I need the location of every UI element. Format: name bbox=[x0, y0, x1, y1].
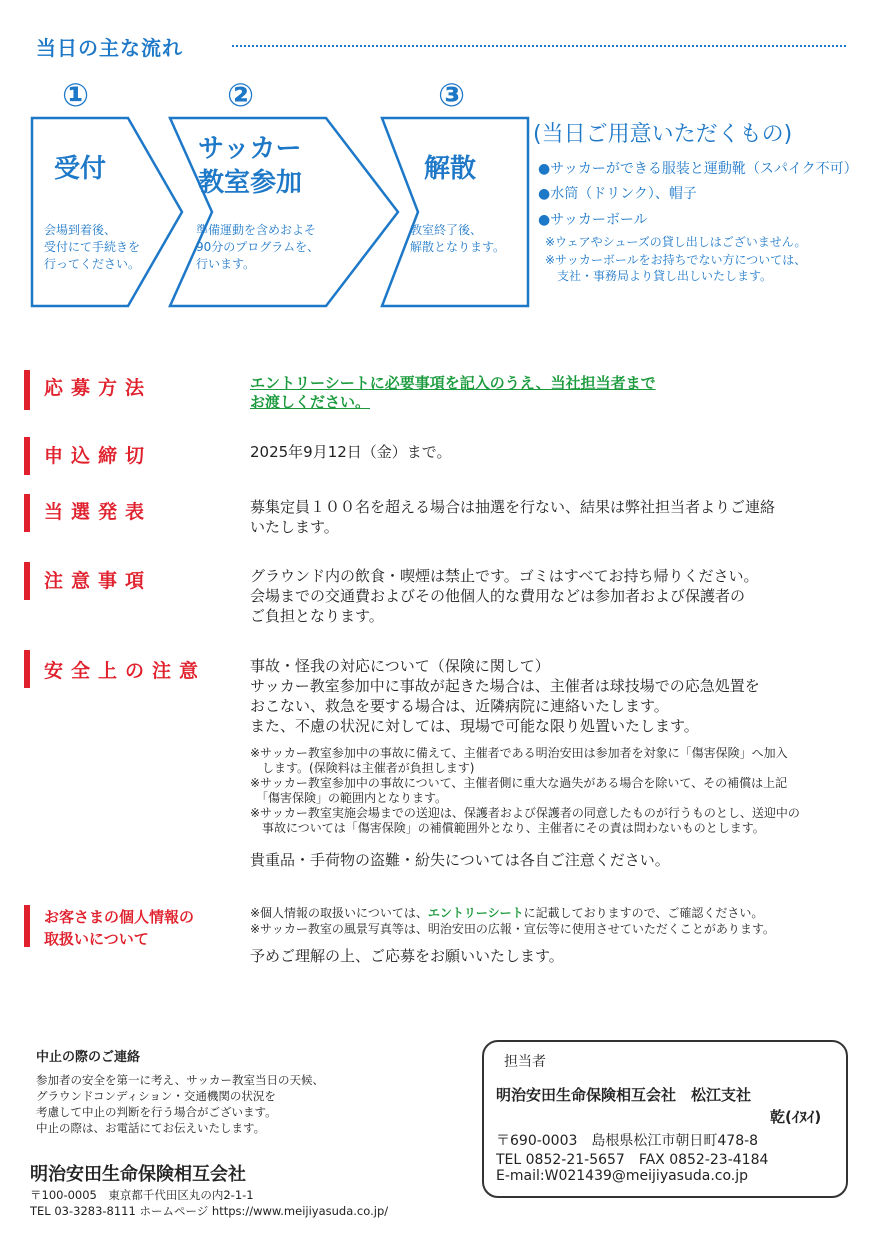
safety-label: 安全上の注意 bbox=[44, 660, 207, 682]
step-3-title: 解散 bbox=[424, 154, 477, 184]
bring-title: (当日ご用意いただくもの) bbox=[533, 122, 793, 147]
privacy-note-2: ※サッカー教室の風景写真等は、明治安田の広報・宣伝等に使用させていただくことがあります。 bbox=[250, 922, 775, 936]
bring-note: ※サッカーボールをお持ちでない方については、 bbox=[545, 253, 807, 267]
apply-label: 応募方法 bbox=[44, 377, 153, 399]
step-1-shape bbox=[32, 118, 182, 306]
caution-label: 注意事項 bbox=[44, 570, 153, 592]
contact-heading: 担当者 bbox=[504, 1054, 546, 1070]
deadline-label: 申込締切 bbox=[44, 445, 153, 467]
cancel-text: 参加者の安全を第一に考え、サッカー教室当日の天候、 グラウンドコンディション・交通機関の状況を 考慮して中止の判断を行う場合がございます。 中止の際は、お電話にてお伝えいたします。 bbox=[36, 1073, 324, 1135]
privacy-closing: 予めご理解の上、ご応募をお願いいたします。 bbox=[250, 947, 564, 965]
step-3-number: ③ bbox=[438, 76, 466, 114]
valuables-text: 貴重品・手荷物の盗難・紛失については各自ご注意ください。 bbox=[250, 851, 670, 869]
contact-address: 〒690-0003 島根県松江市朝日町478-8 bbox=[496, 1133, 759, 1149]
bring-item: ●サッカーボール bbox=[538, 212, 648, 228]
step-3-desc: 教室終了後、 解散となります。 bbox=[410, 223, 506, 254]
privacy-label: お客さまの個人情報の 取扱いについて bbox=[44, 908, 195, 948]
apply-content: エントリーシートに必要事項を記入のうえ、当社担当者まで お渡しください。 bbox=[250, 374, 656, 411]
company-address: 〒100-0005 東京都千代田区丸の内2-1-1 bbox=[30, 1188, 254, 1202]
caution-text: グラウンド内の飲食・喫煙は禁止です。ゴミはすべてお持ち帰りください。 会場までの交通費およびその他個人的な費用などは参加者および保護者の ご負担となります。 bbox=[250, 567, 759, 625]
step-1-desc: 会場到着後、 受付にて手続きを 行ってください。 bbox=[44, 223, 141, 271]
company-tel-web: TEL 03-3283-8111 ホームページ https://www.meijiyasuda.co.jp/ bbox=[30, 1204, 389, 1218]
bring-note: 支社・事務局より貸し出しいたします。 bbox=[545, 269, 773, 283]
contact-phone: TEL 0852-21-5657 FAX 0852-23-4184 bbox=[496, 1152, 769, 1168]
entry-sheet-link[interactable]: エントリーシートに必要事項を記入のうえ、当社担当者まで bbox=[250, 374, 656, 392]
step-3-shape bbox=[382, 118, 528, 306]
row-marker bbox=[24, 650, 30, 688]
cancel-title: 中止の際のご連絡 bbox=[36, 1050, 141, 1065]
bring-item: ●水筒（ドリンク）、帽子 bbox=[538, 186, 697, 202]
bring-note: ※ウェアやシューズの貸し出しはございません。 bbox=[545, 235, 807, 249]
safety-notes: ※サッカー教室参加中の事故に備えて、主催者である明治安田は参加者を対象に「傷害保険」へ加入 します。(保険料は主催者が負担します) ※サッカー教室参加中の事故について、主催者側に重大な過失がある場合を除いて、その補償は上記 「傷害保険」の範囲内となります。 ※サッカー教室実施会場までの送迎は、保護者および保護者の同意したものが行うものとし、送迎中の 事故については「傷害保険」の補償範囲外となり、主催者にその責は問わないものとします。 bbox=[250, 746, 800, 835]
contact-email[interactable]: E-mail:W021439@meijiyasuda.co.jp bbox=[496, 1168, 749, 1184]
row-marker bbox=[24, 562, 30, 600]
announce-text: 募集定員１００名を超える場合は抽選を行ない、結果は弊社担当者よりご連絡 いたします。 bbox=[250, 498, 776, 536]
safety-text: 事故・怪我の対応について（保険に関して） サッカー教室参加中に事故が起きた場合は、主催者は球技場での応急処置を おこない、救急を要する場合は、近隣病院に連絡いたします。 また、不慮の状況に対しては、現場で可能な限り処置いたします。 bbox=[250, 657, 760, 735]
step-2-title: サッカー 教室参加 bbox=[198, 134, 303, 198]
step-1-title: 受付 bbox=[54, 154, 107, 184]
step-2-desc: 準備運動を含めおよそ 90分のプログラムを、 行います。 bbox=[196, 223, 320, 271]
deadline-text: 2025年9月12日（金）まで。 bbox=[250, 443, 452, 461]
step-2-number: ② bbox=[227, 76, 255, 114]
bring-item: ●サッカーができる服装と運動靴（スパイク不可） bbox=[538, 161, 858, 177]
announce-label: 当選発表 bbox=[44, 501, 153, 523]
row-marker bbox=[24, 370, 30, 410]
row-marker bbox=[24, 437, 30, 475]
section-title: 当日の主な流れ bbox=[36, 36, 183, 60]
contact-org: 明治安田生命保険相互会社 松江支社 bbox=[496, 1086, 752, 1104]
title-divider bbox=[232, 45, 846, 47]
company-name: 明治安田生命保険相互会社 bbox=[30, 1164, 246, 1185]
contact-person: 乾(ｲﾇｲ) bbox=[770, 1108, 822, 1126]
privacy-note-1: ※個人情報の取扱いについては、エントリーシートに記載しておりますので、ご確認ください。 bbox=[250, 906, 764, 920]
entry-sheet-link[interactable]: エントリーシート bbox=[427, 906, 524, 920]
row-marker bbox=[24, 494, 30, 532]
row-marker bbox=[24, 905, 30, 947]
step-1-number: ① bbox=[62, 76, 90, 114]
